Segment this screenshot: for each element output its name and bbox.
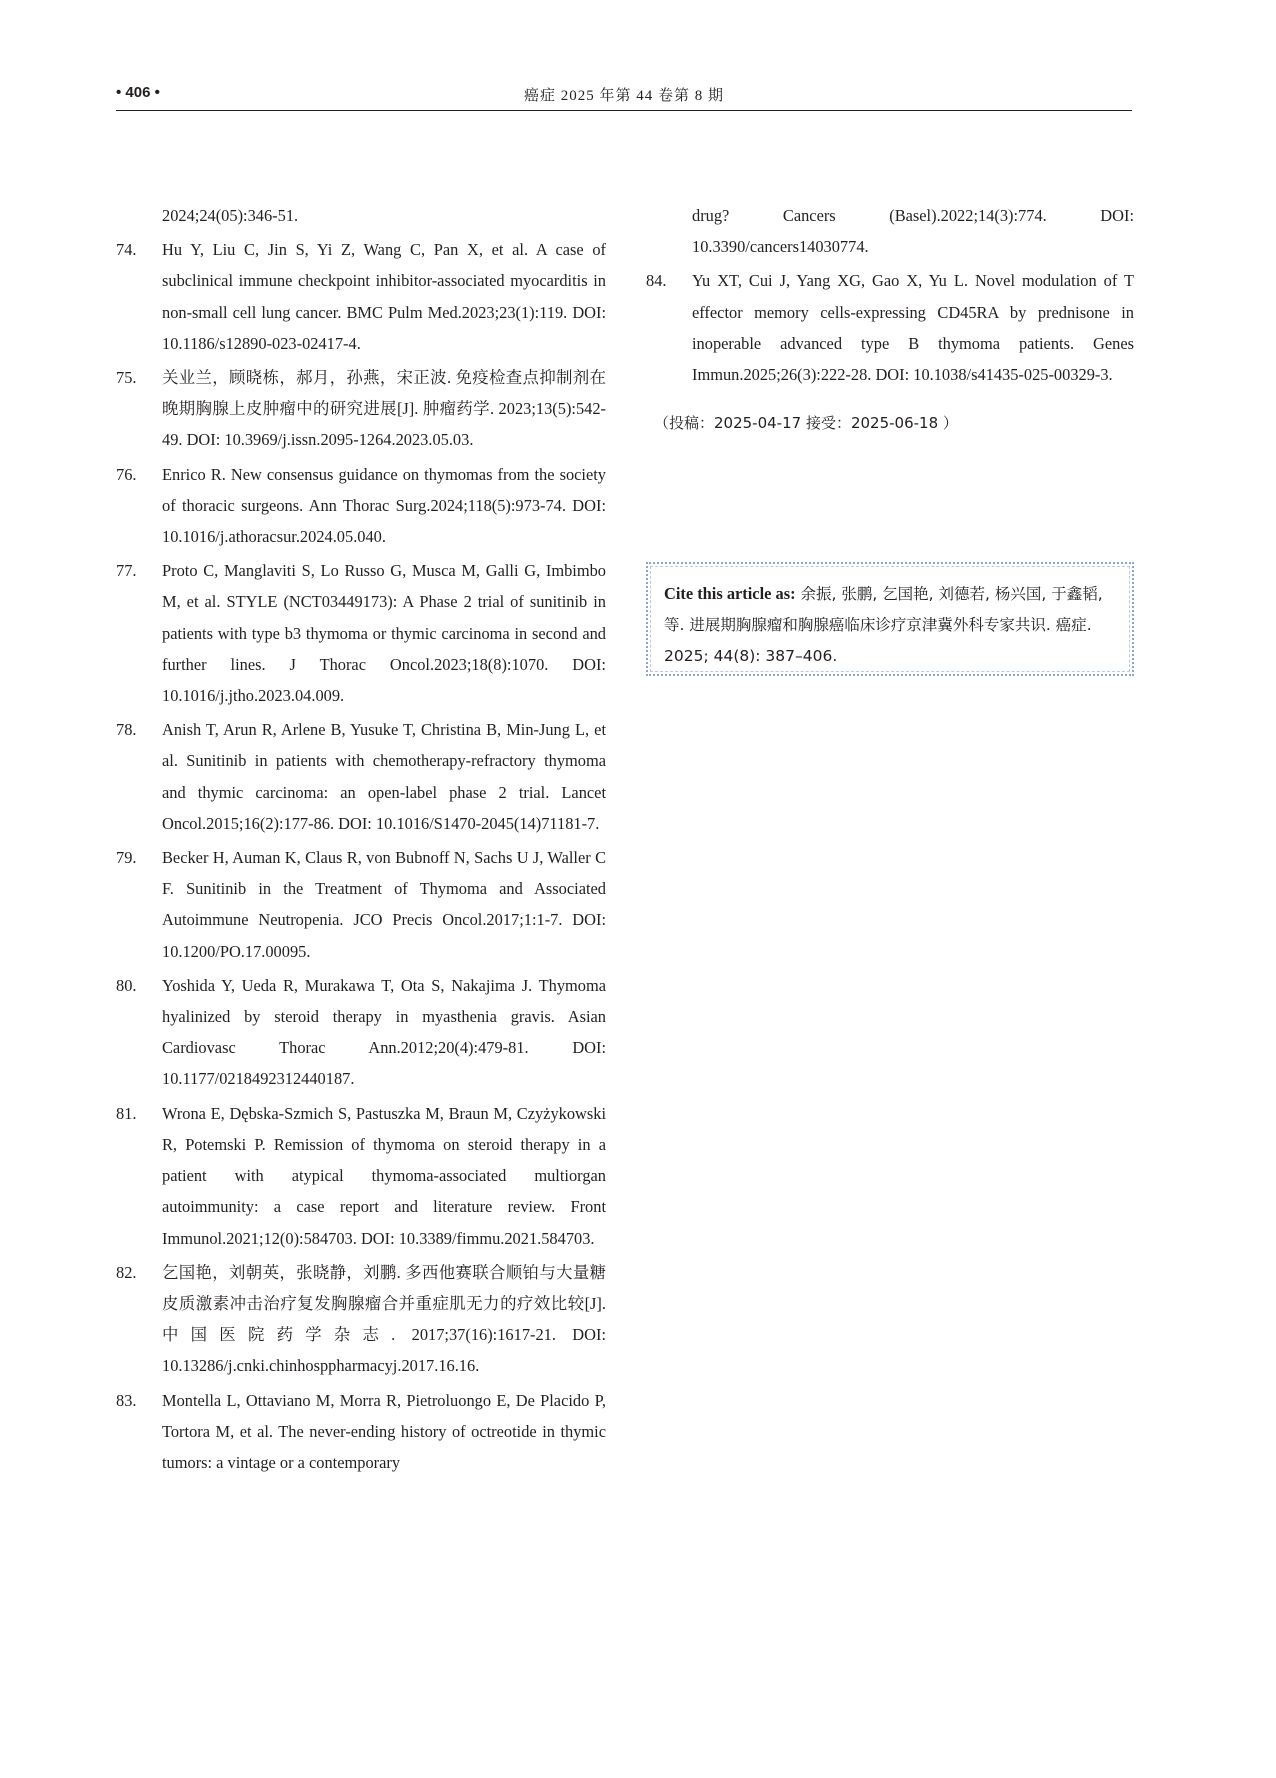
reference-item: [116, 1098, 606, 1254]
citation-box: [646, 562, 1134, 676]
reference-text: Becker H, Auman K, Claus R, von Bubnoff N, Sachs U J, Waller C F. Sunitinib in the Treatment of Thymoma and Associated Autoimmune Neutropenia. JCO Precis Oncol.2017;1:1-7. DOI: 10.1200/PO.17.00095.: [162, 848, 606, 961]
left-column: [116, 200, 606, 1481]
reference-text: Yoshida Y, Ueda R, Murakawa T, Ota S, Nakajima J. Thymoma hyalinized by steroid therapy in myasthenia gravis. Asian Cardiovasc Thorac Ann.2012;20(4):479-81. DOI: 10.1177/0218492312440187.: [162, 975, 606, 1089]
reference-text: Hu Y, Liu C, Jin S, Yi Z, Wang C, Pan X, et al. A case of subclinical immune checkpoint inhibitor-associated myocarditis in non-small cell lung cancer. BMC Pulm Med.2023;23(1):119. DOI: 10.1186/s12890-023-02417-4.: [162, 240, 606, 353]
reference-item: [116, 362, 606, 456]
reference-item: [116, 459, 606, 553]
reference-number: 81.: [116, 1103, 137, 1123]
reference-item: [116, 234, 606, 359]
reference-continuation: drug? Cancers (Basel).2022;14(3):774. DOI: 10.3390/cancers14030774.: [692, 206, 1134, 257]
reference-text: Enrico R. New consensus guidance on thymomas from the society of thoracic surgeons. Ann Thorac Surg.2024;118(5):973-74. DOI: 10.1016/j.athoracsur.2024.05.040.: [162, 464, 606, 547]
reference-number: 83.: [116, 1390, 137, 1410]
submission-dates: （投稿：2025-04-17 接受：2025-06-18 ）: [654, 414, 958, 433]
page-header: [116, 80, 1132, 111]
reference-number: 77.: [116, 561, 137, 581]
reference-item: [646, 265, 1134, 390]
reference-number: 78.: [116, 720, 137, 740]
reference-item: [116, 1385, 606, 1479]
reference-item: [116, 1257, 606, 1382]
citation-label: Cite this article as:: [664, 584, 796, 603]
reference-item: [116, 714, 606, 839]
right-column: [646, 200, 1134, 439]
reference-item: [116, 555, 606, 711]
reference-item: [116, 970, 606, 1095]
reference-text: Proto C, Manglaviti S, Lo Russo G, Musca M, Galli G, Imbimbo M, et al. STYLE (NCT03449173): A Phase 2 trial of sunitinib in patients with type b3 thymoma or thymic carcinoma in second and further lines. J Thorac Oncol.2023;18(8):1070. DOI: 10.1016/j.jtho.2023.04.009.: [162, 561, 606, 706]
citation-text: 余振, 张鹏, 乞国艳, 刘德若, 杨兴国, 于鑫韬, 等. 进展期胸腺瘤和胸腺癌临床诊疗京津冀外科专家共识. 癌症. 2025; 44(8): 387–406.: [664, 585, 1103, 665]
reference-number: 74.: [116, 240, 137, 260]
reference-text: Yu XT, Cui J, Yang XG, Gao X, Yu L. Novel modulation of T effector memory cells-expressing CD45RA by prednisone in inoperable advanced type B thymoma patients. Genes Immun.2025;26(3):222-28. DOI: 10.1038/s41435-025-00329-3.: [692, 271, 1134, 385]
reference-number: 82.: [116, 1262, 137, 1282]
reference-text: Wrona E, Dębska-Szmich S, Pastuszka M, Braun M, Czyżykowski R, Potemski P. Remission of thymoma on steroid therapy in a patient with atypical thymoma-associated multiorgan autoimmunity: a case report and literature review. Front Immunol.2021;12(0):584703. DOI: 10.3389/fimmu.2021.584703.: [162, 1103, 606, 1248]
reference-number: 80.: [116, 975, 137, 995]
page-number: • 406 •: [116, 84, 160, 101]
reference-number: 75.: [116, 368, 137, 388]
reference-text: 关业兰，顾晓栋，郝月，孙燕，宋正波. 免疫检查点抑制剂在晚期胸腺上皮肿瘤中的研究进展[J]. 肿瘤药学. 2023;13(5):542-49. DOI: 10.3969/j.issn.2095-1264.2023.05.03.: [162, 368, 606, 450]
reference-number: 76.: [116, 464, 137, 484]
reference-text: 乞国艳，刘朝英，张晓静，刘鹏. 多西他赛联合顺铂与大量糖皮质激素冲击治疗复发胸腺瘤合并重症肌无力的疗效比较[J]. 中国医院药学杂志. 2017;37(16):1617-21. DOI: 10.13286/j.cnki.chinhosppharmacyj.2017.16.16.: [162, 1262, 606, 1376]
reference-item: [116, 842, 606, 967]
reference-text: Anish T, Arun R, Arlene B, Yusuke T, Christina B, Min-Jung L, et al. Sunitinib in patients with chemotherapy-refractory thymoma and thymic carcinoma: an open-label phase 2 trial. Lancet Oncol.2015;16(2):177-86. DOI: 10.1016/S1470-2045(14)71181-7.: [162, 720, 606, 833]
reference-number: 84.: [646, 271, 667, 291]
reference-number: 79.: [116, 848, 137, 868]
reference-text: Montella L, Ottaviano M, Morra R, Pietroluongo E, De Placido P, Tortora M, et al. The never-ending history of octreotide in thymic tumors: a vintage or a contemporary: [162, 1390, 606, 1472]
journal-title: 癌症 2025 年第 44 卷第 8 期: [523, 88, 724, 104]
reference-continuation: 2024;24(05):346-51.: [162, 206, 299, 225]
